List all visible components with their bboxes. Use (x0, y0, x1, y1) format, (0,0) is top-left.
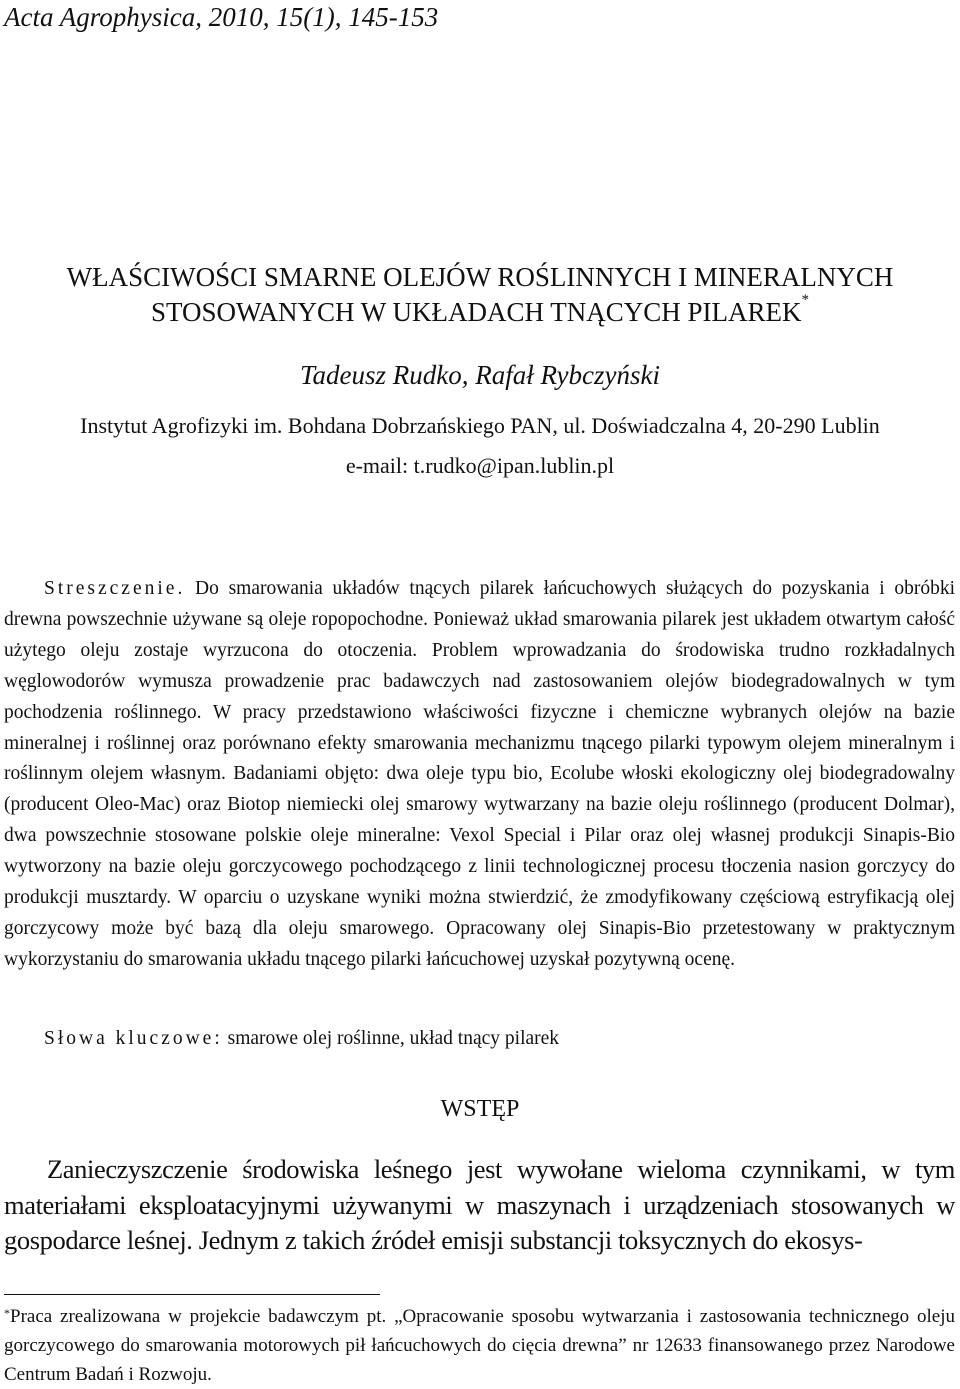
keywords-label: Słowa kluczowe: (44, 1028, 223, 1049)
footnote-text: Praca zrealizowana w projekcie badawczym pt. „Opracowanie sposobu wytwarzania i zastosowania technicznego oleju gorczycowego do smarowania motorowych pił łańcuchowych do cięcia drewna” nr 12633 finansowanego przez Narodowe Centrum Badań i Rozwoju. (4, 1306, 955, 1385)
abstract-paragraph (4, 574, 955, 976)
title-line-1-text: WŁAŚCIWOŚCI SMARNE OLEJÓW ROŚLINNYCH I MINERALNYCH (66, 262, 894, 292)
title-footnote-mark: * (801, 292, 810, 308)
abstract-label: Streszczenie. (44, 578, 186, 599)
author-affiliation: Instytut Agrofizyki im. Bohdana Dobrzańskiego PAN, ul. Doświadczalna 4, 20-290 Lublin (80, 413, 880, 438)
intro-paragraph: Zanieczyszczenie środowiska leśnego jest wywołane wieloma czynnikami, w tym materiałami eksploatacyjnymi używanymi w maszynach i urządzeniach stosowanych w gospodarce leśnej. Jednym z takich źródeł emisji substancji toksycznych do ekosys- (4, 1154, 955, 1255)
footnote-divider (4, 1294, 380, 1295)
keywords-text: smarowe olej roślinne, układ tnący pilarek (227, 1028, 560, 1049)
author-email: e-mail: t.rudko@ipan.lublin.pl (345, 453, 615, 478)
footnote-mark: * (4, 1306, 10, 1320)
section-heading: WSTĘP (440, 1096, 520, 1122)
abstract-text: Do smarowania układów tnących pilarek łańcuchowych służących do pozyskania i obróbki drewna powszechnie używane są oleje ropopochodne. Ponieważ układ smarowania pilarek jest układem otwartym całość użytego oleju zostaje wyrzucona do otoczenia. Problem wprowadzania do środowiska trudno rozkładalnych węglowodorów wymusza prowadzenie prac badawczych nad zastosowaniem olejów biodegradowalnych w tym pochodzenia roślinnego. W pracy przedstawiono właściwości fizyczne i chemiczne wybranych olejów na bazie mineralnej i roślinnej oraz porównano efekty smarowania mechanizmu tnącego pilarki typowym olejem mineralnym i roślinnym olejem własnym. Badaniami objęto: dwa oleje typu bio, Ecolube włoski ekologiczny olej biodegradowalny (producent Oleo-Mac) oraz Biotop niemiecki olej smarowy wytwarzany na bazie oleju roślinnego (producent Dolmar), dwa powszechnie stosowane polskie oleje mineralne: Vexol Special i Pilar oraz olej własnej produkcji Sinapis-Bio wytworzony na bazie oleju gorczycowego pochodzącego z linii technologicznej procesu tłoczenia nasion gorczycy do produkcji musztardy. W oparciu o uzyskane wyniki można stwierdzić, że zmodyfikowany częściową estryfikacją olej gorczycowy może być bazą dla oleju smarowego. Opracowany olej Sinapis-Bio przetestowany w praktycznym wykorzystaniu do smarowania układu tnącego pilarki łańcuchowej uzyskał pozytywną ocenę. (4, 578, 955, 970)
footnote (4, 1302, 955, 1389)
article-title-line-2 (0, 292, 960, 329)
journal-citation: Acta Agrophysica, 2010, 15(1), 145-153 (4, 2, 439, 32)
article-title-line-1 (0, 260, 960, 294)
title-line-2-text: STOSOWANYCH W UKŁADACH TNĄCYCH PILAREK (150, 297, 802, 327)
keywords-line (44, 1024, 559, 1054)
article-authors: Tadeusz Rudko, Rafał Rybczyński (300, 360, 660, 390)
